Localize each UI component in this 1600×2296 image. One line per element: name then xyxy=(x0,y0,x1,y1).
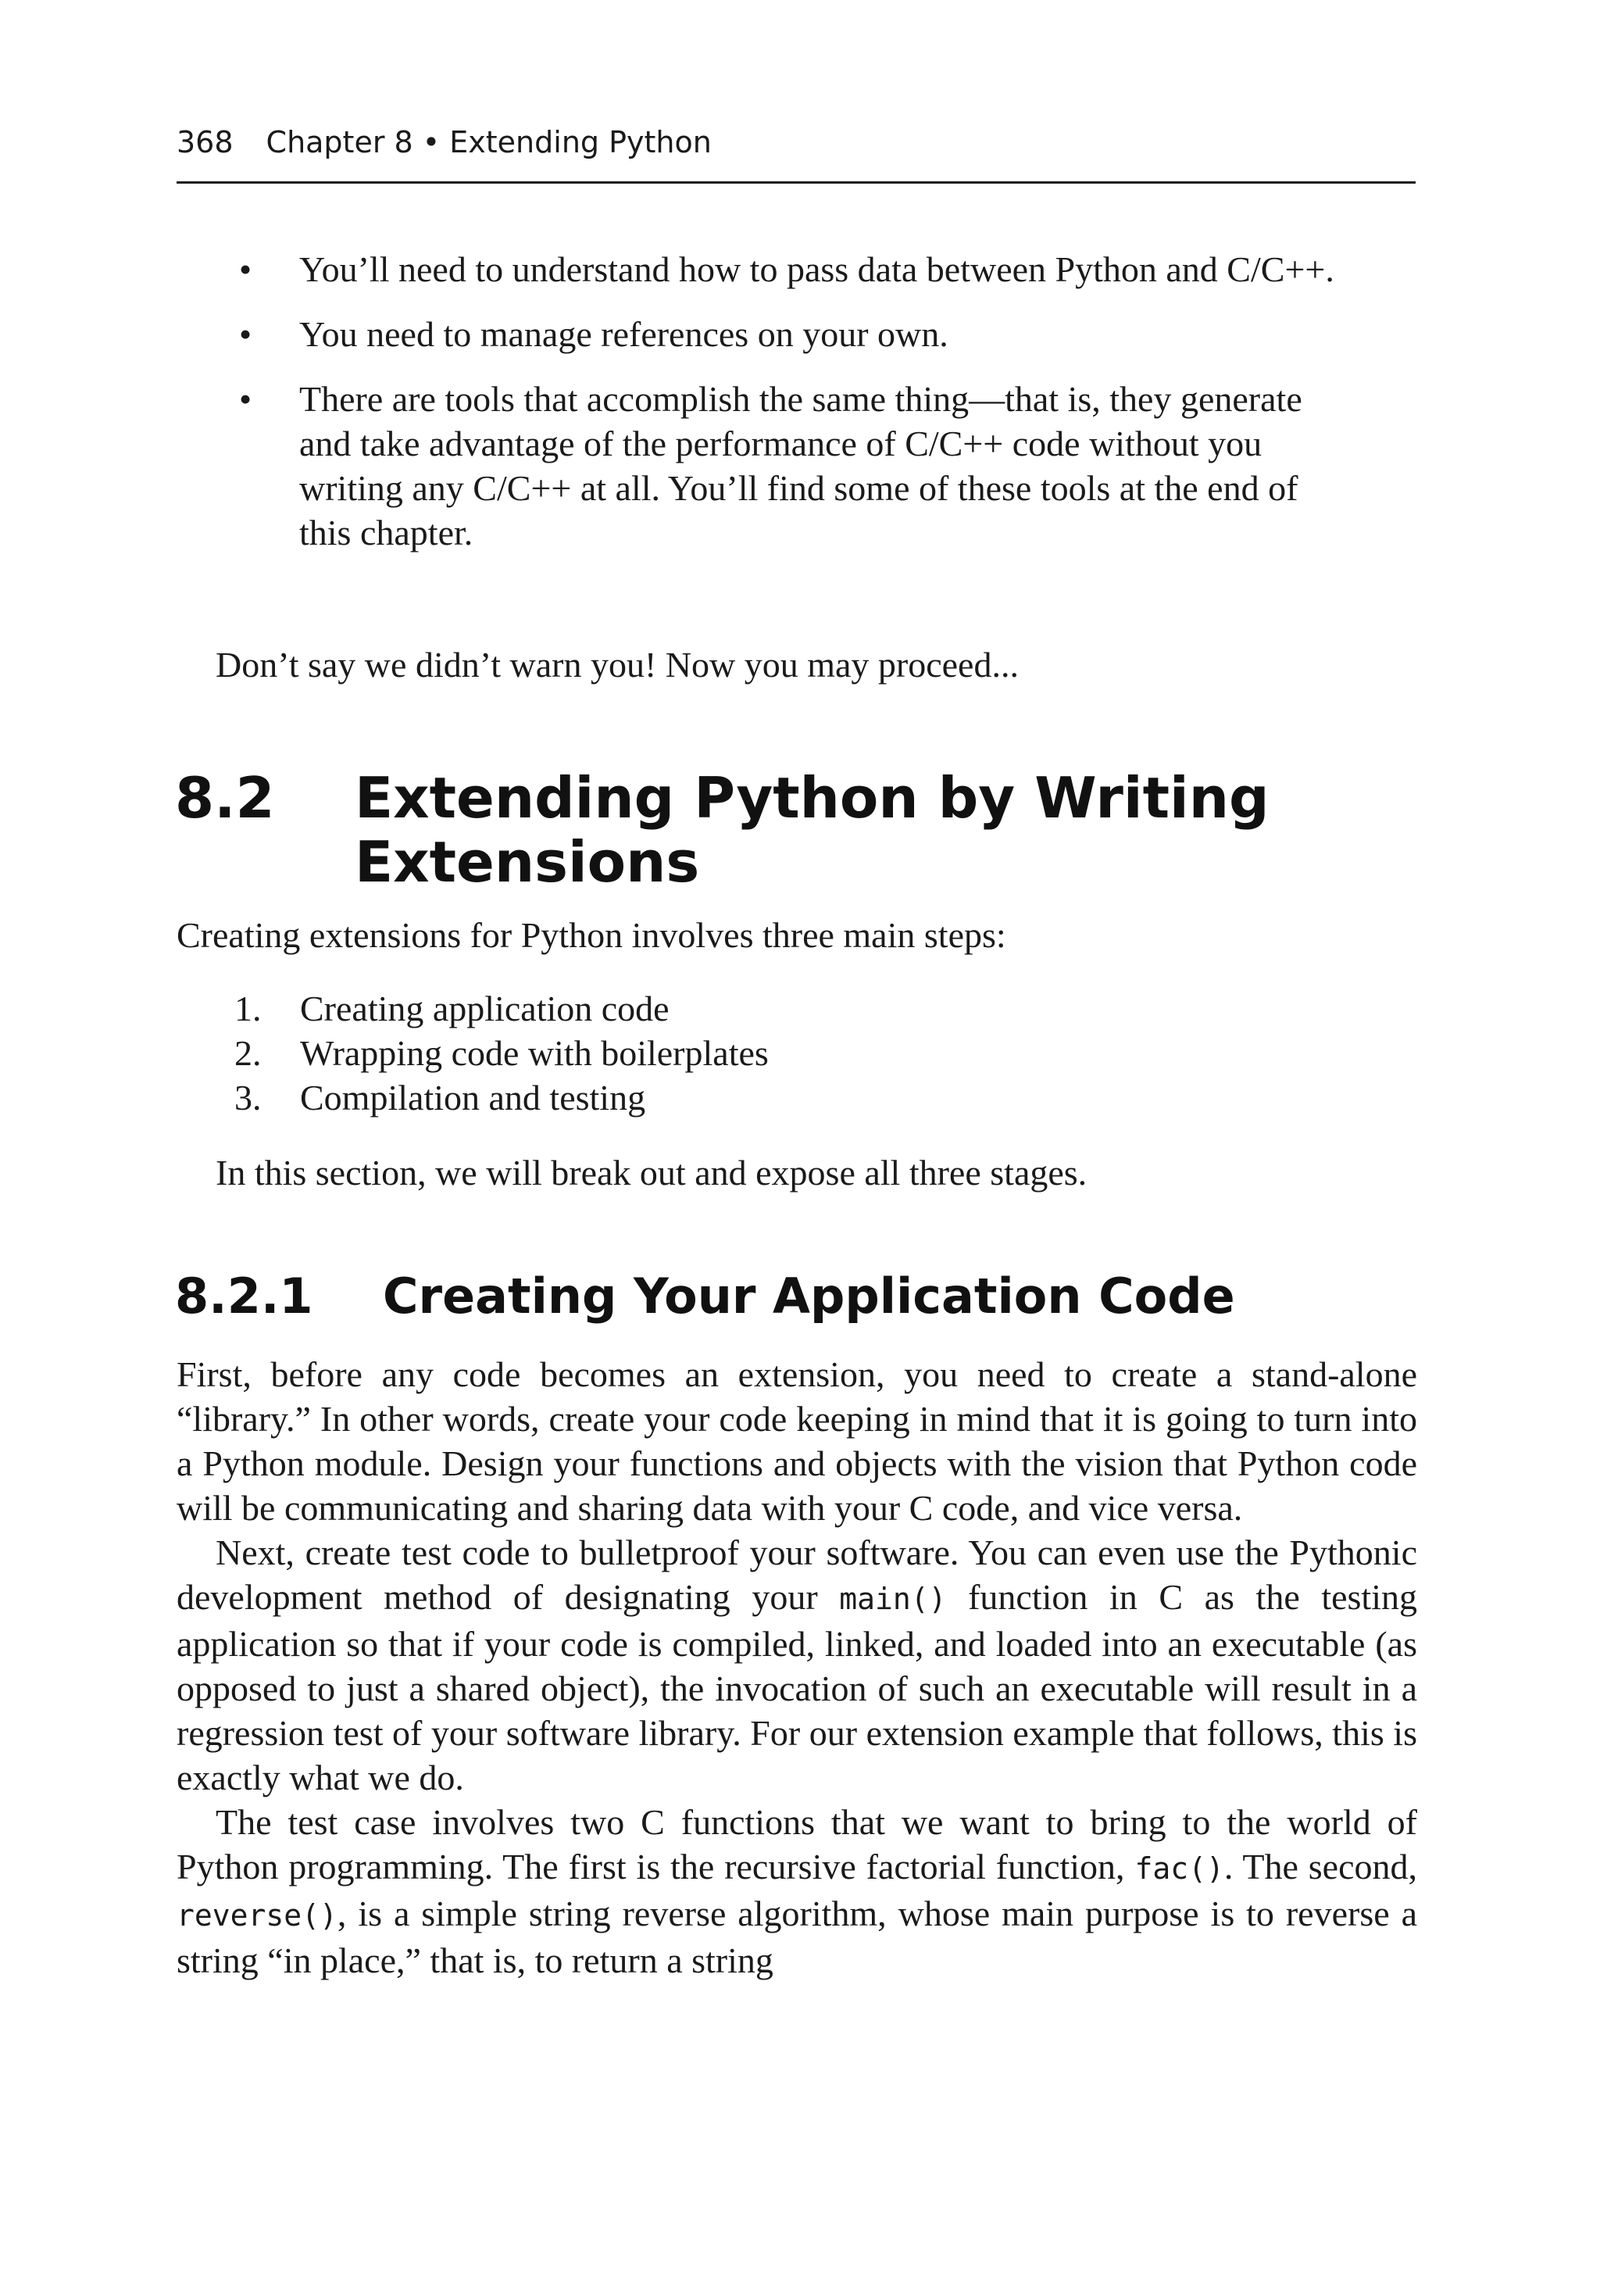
subsection-title: Creating Your Application Code xyxy=(383,1268,1235,1325)
section-intro: Creating extensions for Python involves three main steps: xyxy=(177,915,1006,955)
bullet-marker: • xyxy=(239,379,252,419)
step-text: Wrapping code with boilerplates xyxy=(300,1033,769,1073)
inline-code-fac: fac() xyxy=(1134,1851,1224,1886)
section-outro: In this section, we will break out and expose all three stages. xyxy=(216,1153,1088,1193)
list-item xyxy=(216,377,1341,555)
step-number: 3. xyxy=(234,1078,262,1118)
bullet-text: There are tools that accomplish the same thing—that is, they generate and take advantage of the performance of C/C++ code without you writing any C/C++ at all. You’ll find some of these tools at the end of this chapter. xyxy=(299,379,1302,553)
section-number: 8.2 xyxy=(175,765,275,831)
chapter-title: Chapter 8 • Extending Python xyxy=(266,125,712,159)
list-item xyxy=(234,1075,769,1120)
paragraph-2 xyxy=(177,1530,1417,1800)
list-item xyxy=(216,312,1341,356)
step-text: Creating application code xyxy=(300,989,670,1028)
subsection-body xyxy=(177,1352,1417,1983)
bullet-list xyxy=(216,247,1341,575)
list-item xyxy=(234,986,769,1031)
paragraph-2-text-cont: function in C as the testing application so that if your code is compiled, linked, and loaded into an executable (as opposed to just a shared object), the invocation of such an executable will result in a regression test of your software library. For our extension example that follows, this is exactly what we do. xyxy=(177,1577,1417,1797)
section-title: Extending Python by Writing Extensions xyxy=(355,765,1270,895)
steps-list xyxy=(234,986,769,1120)
list-item xyxy=(234,1031,769,1075)
bullet-marker: • xyxy=(239,249,252,289)
inline-code-main: main() xyxy=(839,1582,947,1616)
paragraph-3 xyxy=(177,1800,1417,1983)
warning-paragraph: Don’t say we didn’t warn you! Now you may proceed... xyxy=(216,645,1019,685)
inline-code-reverse: reverse() xyxy=(177,1898,338,1933)
step-text: Compilation and testing xyxy=(300,1078,646,1118)
page-number: 368 xyxy=(177,125,234,159)
step-number: 2. xyxy=(234,1033,262,1073)
paragraph-3-text-end: , is a simple string reverse algorithm, whose main purpose is to reverse a string “in place,” that is, to return a string xyxy=(177,1894,1417,1980)
paragraph-3-text: The test case involves two C functions that we want to bring to the world of Python programming. The first is the recursive factorial function, xyxy=(177,1802,1417,1887)
paragraph-1: First, before any code becomes an extension, you need to create a stand-alone “library.” In other words, create your code keeping in mind that it is going to turn into a Python module. Design your functions and objects with the vision that Python code will be communicating and sharing data with your C code, and vice versa. xyxy=(177,1354,1417,1528)
section-heading xyxy=(175,766,1425,894)
bullet-text: You need to manage references on your own. xyxy=(299,314,948,354)
list-item xyxy=(216,247,1341,291)
subsection-heading xyxy=(175,1268,1425,1325)
subsection-number: 8.2.1 xyxy=(175,1268,313,1325)
step-number: 1. xyxy=(234,989,262,1028)
bullet-text: You’ll need to understand how to pass data between Python and C/C++. xyxy=(299,249,1334,289)
running-head xyxy=(177,123,1416,184)
bullet-marker: • xyxy=(239,314,252,354)
paragraph-2-text: Next, create test code to bulletproof your software. You can even use the Pythonic development method of designating your xyxy=(177,1532,1417,1617)
paragraph-3-text-mid: . The second, xyxy=(1223,1847,1418,1887)
